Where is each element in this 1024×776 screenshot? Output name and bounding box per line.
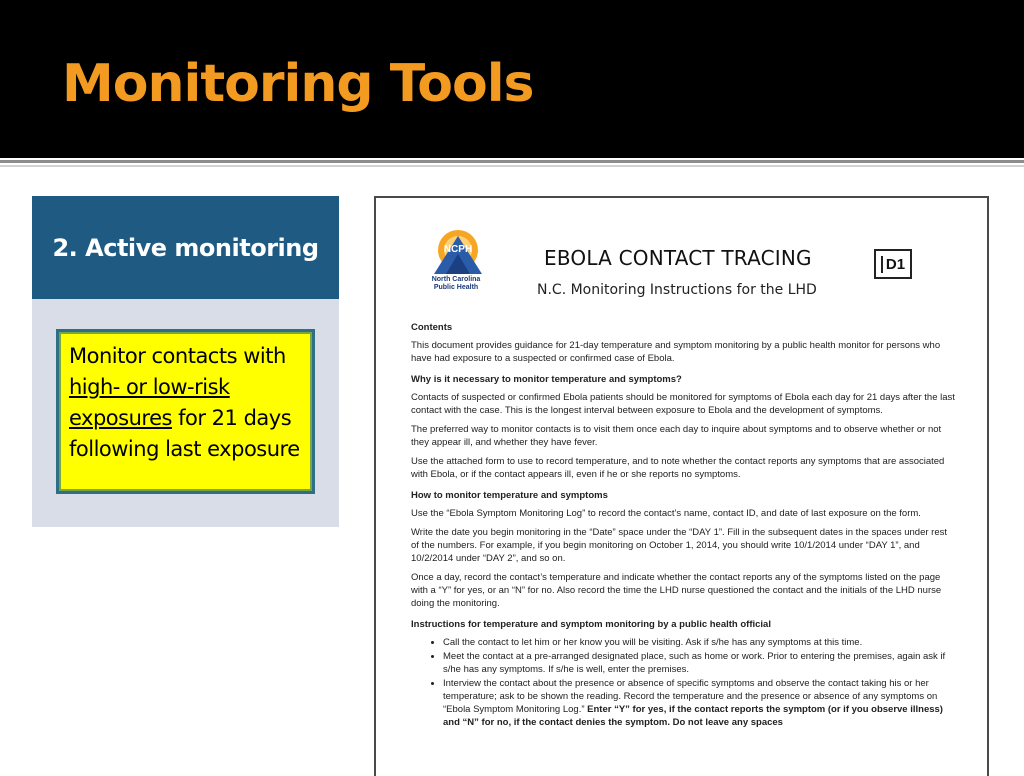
callout-box [56, 329, 315, 494]
logo-caption-line-1: North Carolina [431, 276, 481, 283]
heading-why: Why is it necessary to monitor temperature and symptoms? [411, 374, 682, 385]
logo-caption [420, 276, 492, 292]
heading-instructions: Instructions for temperature and symptom monitoring by a public health official [411, 619, 771, 630]
logo-text: NCPH [443, 244, 473, 255]
title-bar [0, 0, 1024, 158]
heading-contents: Contents [411, 322, 453, 333]
slide-title: Monitoring Tools [62, 54, 534, 114]
list-item-text: Interview the contact about the presence or absence of specific symptoms and observe the contact taking his or her temperature; ask to be shown the reading. Record the temperature and the presence or absence of any symptoms on “Ebola Symptom Monitoring Log.” [443, 678, 938, 715]
list-item [443, 677, 956, 729]
paragraph-how-2: Write the date you begin monitoring in the “Date” space under the “DAY 1”. Fill in the subsequent dates in the spaces under rest of the numbers. For example, if you begin monitoring on October 1, 2014, you should write 10/1/2014 under “DAY 1”, and 10/2/2014 under “DAY 2”, and so on. [411, 527, 947, 564]
left-panel-header [32, 196, 339, 299]
document-subtitle: N.C. Monitoring Instructions for the LHD [537, 282, 817, 298]
paragraph-why-3: Use the attached form to use to record temperature, and to note whether the contact reports any symptoms that are associated with Ebola, or if the contact appears ill, even if he or she reports no symptoms. [411, 456, 945, 480]
document-body [411, 313, 956, 730]
title-divider [0, 160, 1024, 163]
paragraph-how-3: Once a day, record the contact’s temperature and indicate whether the contact reports any of the symptoms listed on the page with a “Y” for yes, or an “N” for no. Also record the time the LHD nurse questioned the contact and the initials of the LHD nurse doing the monitoring. [411, 572, 942, 609]
paragraph-why-1: Contacts of suspected or confirmed Ebola patients should be monitored for symptoms of Ebola each day for 21 days after the last contact with the case. This is the longest interval between exposure to Ebola and the development of symptoms. [411, 392, 955, 416]
list-item: • Meet the contact at a pre-arranged designated place, such as home or work. Prior to entering the premises, again ask if s/he has any symptoms. If s/he is well, enter the premises. [443, 650, 956, 676]
document-code-box [874, 249, 912, 279]
left-panel [32, 196, 339, 527]
left-panel-header-text: 2. Active monitoring [52, 233, 319, 262]
instruction-list [411, 636, 956, 729]
callout-underlined-text: high- or low-risk exposures [69, 375, 230, 430]
list-item-bold-text: Enter “Y” for yes, if the contact reports the symptom (or if you observe illness) and “N” for no, if the contact denies the symptom. Do not leave any spaces [443, 704, 943, 728]
paragraph-contents: This document provides guidance for 21-day temperature and symptom monitoring by a public health monitor for persons who have had exposure to a suspected or confirmed case of Ebola. [411, 340, 941, 364]
paragraph-how-1: Use the “Ebola Symptom Monitoring Log” to record the contact’s name, contact ID, and date of last exposure on the form. [411, 508, 921, 519]
logo-caption-line-2: Public Health [433, 284, 479, 291]
list-item: • Call the contact to let him or her know you will be visiting. Ask if s/he has any symptoms at this time. [443, 636, 956, 649]
paragraph-why-2: The preferred way to monitor contacts is to visit them once each day to inquire about symptoms and to observe whether or not they appear ill, and whether they have fever. [411, 424, 942, 448]
heading-how: How to monitor temperature and symptoms [411, 490, 608, 501]
document-image [374, 196, 989, 776]
callout-text-after: for 21 days following last exposure [69, 406, 300, 461]
document-title: EBOLA CONTACT TRACING [544, 246, 812, 270]
callout-text-before: Monitor contacts with [69, 344, 286, 368]
title-divider-secondary [0, 165, 1024, 167]
document-code: D1 [881, 256, 905, 273]
